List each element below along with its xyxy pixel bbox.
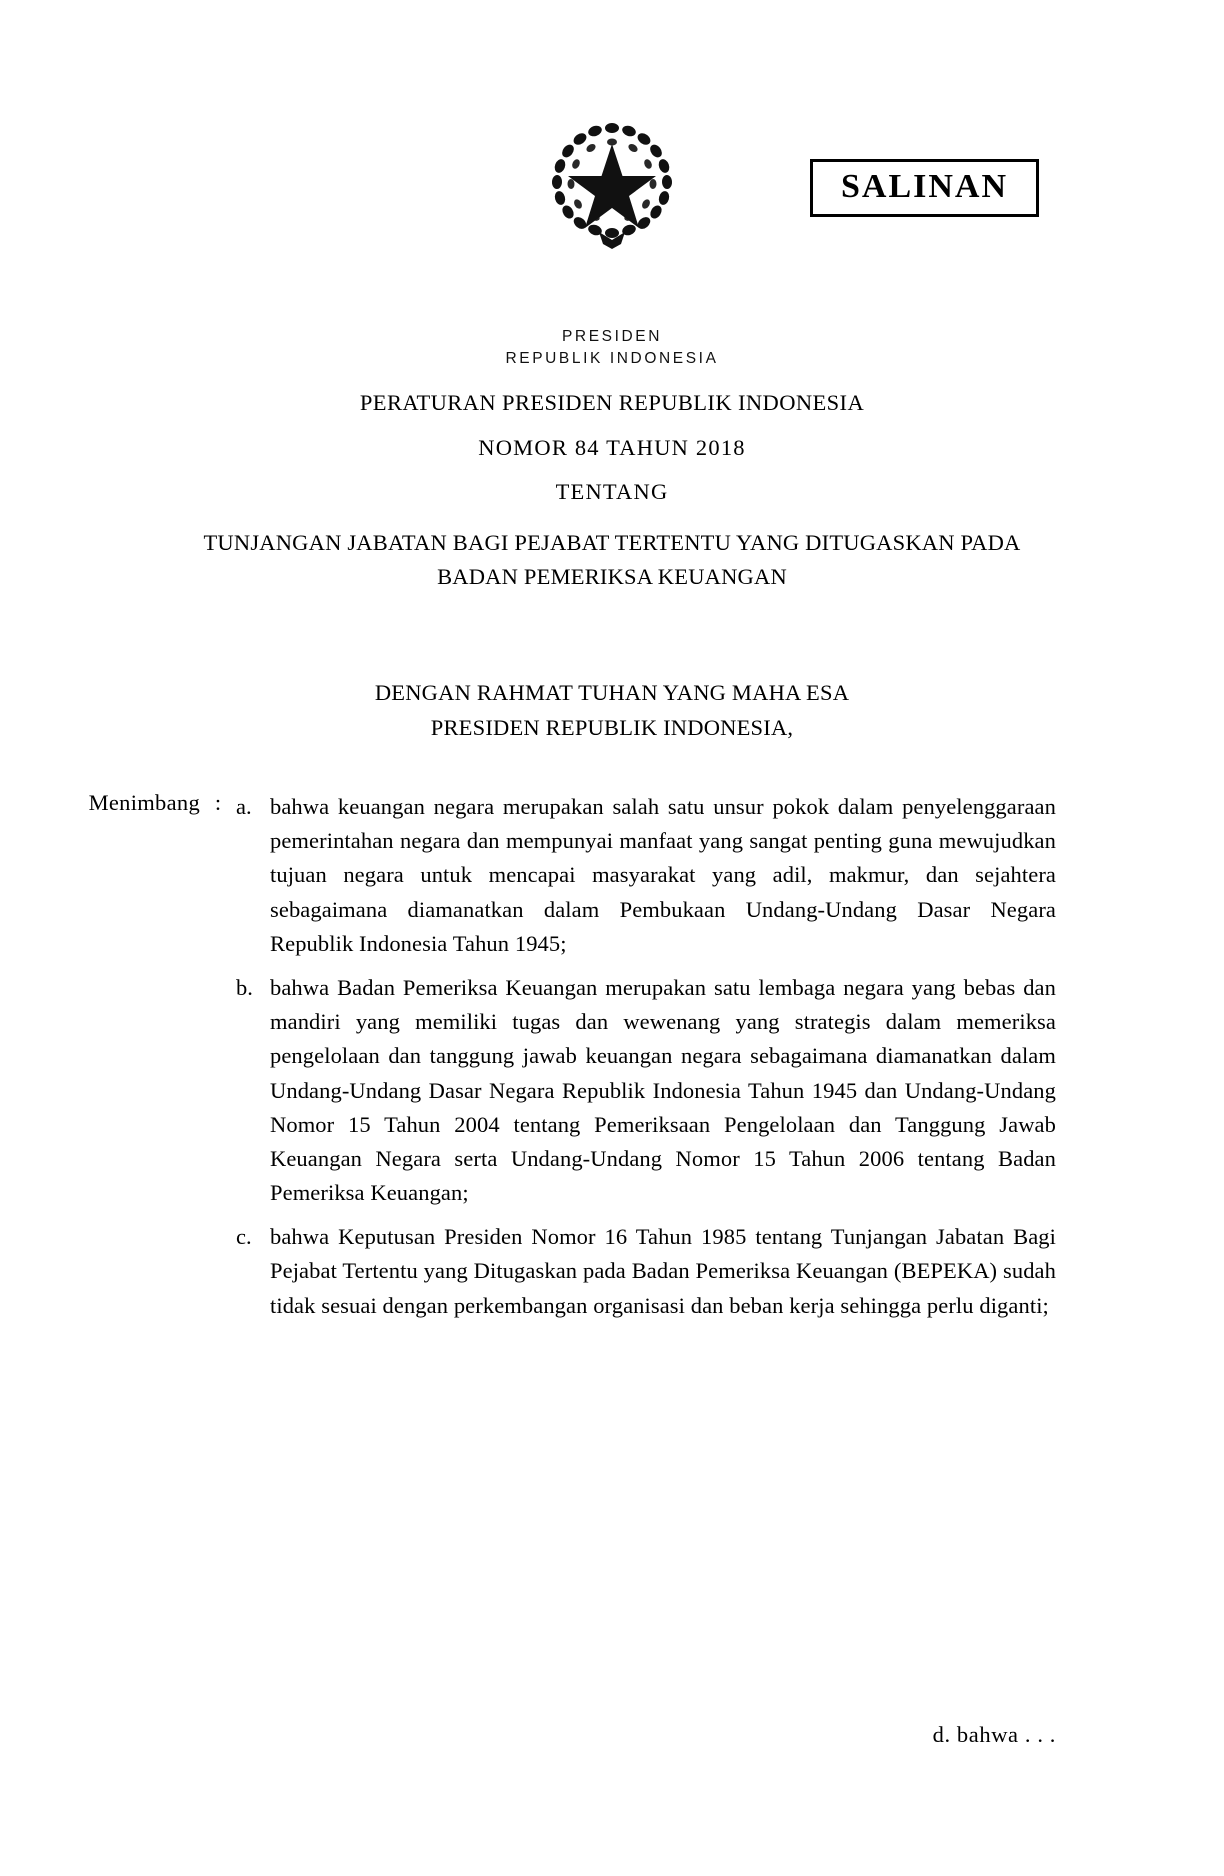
list-item bbox=[236, 971, 1056, 1210]
subject-line-2: BADAN PEMERIKSA KEUANGAN bbox=[437, 564, 787, 590]
garuda-star-emblem-icon bbox=[537, 118, 687, 250]
list-item bbox=[236, 1220, 1056, 1323]
list-item bbox=[236, 790, 1056, 961]
document-body bbox=[0, 790, 1224, 1333]
regulation-number-line: NOMOR 84 TAHUN 2018 bbox=[478, 434, 746, 460]
list-item-text: bahwa Badan Pemeriksa Keuangan merupakan satu lembaga negara yang bebas dan mandiri yang memiliki tugas dan wewenang yang strategis dalam memeriksa pengelolaan dan tanggung jawab keuangan negara sebagaimana diamanatkan dalam Undang-Undang Dasar Negara Republik Indonesia Tahun 1945 dan Undang-Undang Nomor 15 Tahun 2004 tentang Pemeriksaan Pengelolaan dan Tanggung Jawab Keuangan Negara serta Undang-Undang Nomor 15 Tahun 2006 tentang Badan Pemeriksa Keuangan; bbox=[270, 974, 1056, 1206]
considering-colon: : bbox=[214, 790, 222, 815]
institution-line-2: REPUBLIK INDONESIA bbox=[505, 350, 719, 368]
considering-label: Menimbang bbox=[88, 790, 200, 815]
list-item-marker: c. bbox=[236, 1224, 252, 1250]
regulation-type-line: PERATURAN PRESIDEN REPUBLIK INDONESIA bbox=[359, 390, 865, 415]
considering-items bbox=[236, 790, 1224, 1333]
institution-line-1: PRESIDEN bbox=[561, 328, 663, 345]
salinan-stamp-label: SALINAN bbox=[841, 168, 1009, 205]
salinan-stamp bbox=[810, 159, 1039, 217]
list-item-text: bahwa keuangan negara merupakan salah satu unsur pokok dalam penyelenggaraan pemerintahan negara dan mempunyai manfaat yang sangat penting guna mewujudkan tujuan negara untuk mencapai masyarakat yang adil, makmur, dan sejahtera sebagaimana diamanatkan dalam Pembukaan Undang-Undang Dasar Negara Republik Indonesia Tahun 1945; bbox=[270, 794, 1056, 956]
list-item-marker: b. bbox=[236, 974, 253, 1000]
invocation-line-1: DENGAN RAHMAT TUHAN YANG MAHA ESA bbox=[374, 680, 850, 705]
list-item-text: bahwa Keputusan Presiden Nomor 16 Tahun 1985 tentang Tunjangan Jabatan Bagi Pejabat Tertentu yang Ditugaskan pada Badan Pemeriksa Keuangan (BEPEKA) sudah tidak sesuai dengan perkembangan organisasi dan beban kerja sehingga perlu diganti; bbox=[270, 1224, 1056, 1318]
list-item-marker: a. bbox=[236, 794, 252, 819]
considering-section bbox=[0, 790, 1224, 1333]
page-continuation-note: d. bahwa . . . bbox=[932, 1722, 1056, 1747]
invocation-block bbox=[0, 676, 1224, 746]
about-line: TENTANG bbox=[555, 479, 669, 504]
document-title-block bbox=[0, 392, 1224, 595]
institution-heading bbox=[0, 326, 1224, 371]
invocation-line-2: PRESIDEN REPUBLIK INDONESIA, bbox=[430, 714, 794, 740]
document-header bbox=[0, 0, 1224, 368]
emblem-container bbox=[0, 118, 1224, 250]
subject-line-1: TUNJANGAN JABATAN BAGI PEJABAT TERTENTU YANG DITUGASKAN PADA bbox=[203, 529, 1021, 555]
